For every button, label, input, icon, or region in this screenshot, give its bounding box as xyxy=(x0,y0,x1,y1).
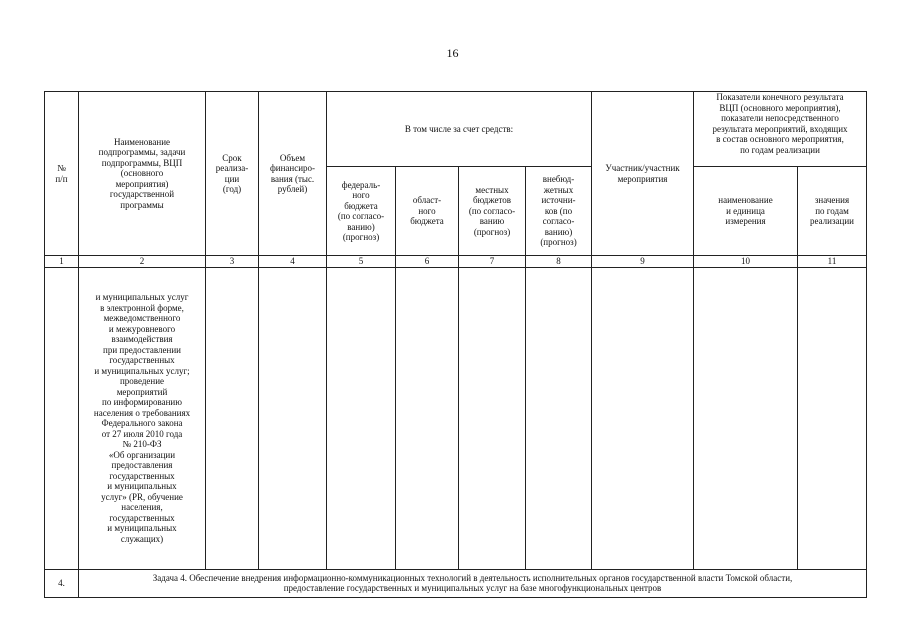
table-row xyxy=(45,569,867,597)
header-local: местных бюджетов (по согласо- ванию (прогноз) xyxy=(459,167,526,256)
task-text: Задача 4. Обеспечение внедрения информационно-коммуникационных технологий в деятельность исполнительных органов государственной власти Томской области, предоставление государственных и муниципальных услуг на базе многофункциональных центров xyxy=(79,569,867,597)
header-term: Срок реализа- ции (год) xyxy=(206,92,259,256)
empty-cell xyxy=(396,267,459,569)
column-number: 2 xyxy=(79,256,206,268)
empty-cell xyxy=(526,267,592,569)
column-number: 8 xyxy=(526,256,592,268)
empty-cell xyxy=(45,267,79,569)
header-participant: Участник/участник мероприятия xyxy=(592,92,694,256)
header-indicators-group: Показатели конечного результата ВЦП (основного мероприятия), показатели непосредственного результата мероприятий, входящих в состав основного мероприятия, по годам реализации xyxy=(694,92,867,167)
continuation-text: и муниципальных услуг в электронной форме, межведомственного и межуровневого взаимодействия при предоставлении государственных и муниципальных услуг; проведение мероприятий по информированию населения о требованиях Федерального закона от 27 июля 2010 года № 210-ФЗ «Об организации предоставления государственных и муниципальных услуг» (PR, обучение населения, государственных и муниципальных служащих) xyxy=(79,267,206,569)
column-number: 7 xyxy=(459,256,526,268)
header-extra-budget: внебюд- жетных источни- ков (по согласо- ванию) (прогноз) xyxy=(526,167,592,256)
empty-cell xyxy=(798,267,867,569)
empty-cell xyxy=(259,267,327,569)
column-number: 5 xyxy=(327,256,396,268)
header-volume: Объем финансиро- вания (тыс. рублей) xyxy=(259,92,327,256)
column-number: 6 xyxy=(396,256,459,268)
empty-cell xyxy=(327,267,396,569)
empty-cell xyxy=(592,267,694,569)
column-number: 9 xyxy=(592,256,694,268)
header-indicator-name: наименование и единица измерения xyxy=(694,167,798,256)
program-table xyxy=(44,91,867,598)
empty-cell xyxy=(206,267,259,569)
table-row xyxy=(45,267,867,569)
column-number: 3 xyxy=(206,256,259,268)
empty-cell xyxy=(694,267,798,569)
column-number: 10 xyxy=(694,256,798,268)
task-number: 4. xyxy=(45,569,79,597)
header-regional: област- ного бюджета xyxy=(396,167,459,256)
empty-cell xyxy=(459,267,526,569)
header-federal: федераль- ного бюджета (по согласо- ванию) (прогноз) xyxy=(327,167,396,256)
header-name: Наименование подпрограммы, задачи подпрограммы, ВЦП (основного мероприятия) государственной программы xyxy=(79,92,206,256)
column-number: 4 xyxy=(259,256,327,268)
header-num: № п/п xyxy=(45,92,79,256)
header-funding-group: В том числе за счет средств: xyxy=(327,92,592,167)
column-number: 11 xyxy=(798,256,867,268)
page-number: 16 xyxy=(446,46,459,60)
column-number: 1 xyxy=(45,256,79,268)
header-indicator-values: значения по годам реализации xyxy=(798,167,867,256)
